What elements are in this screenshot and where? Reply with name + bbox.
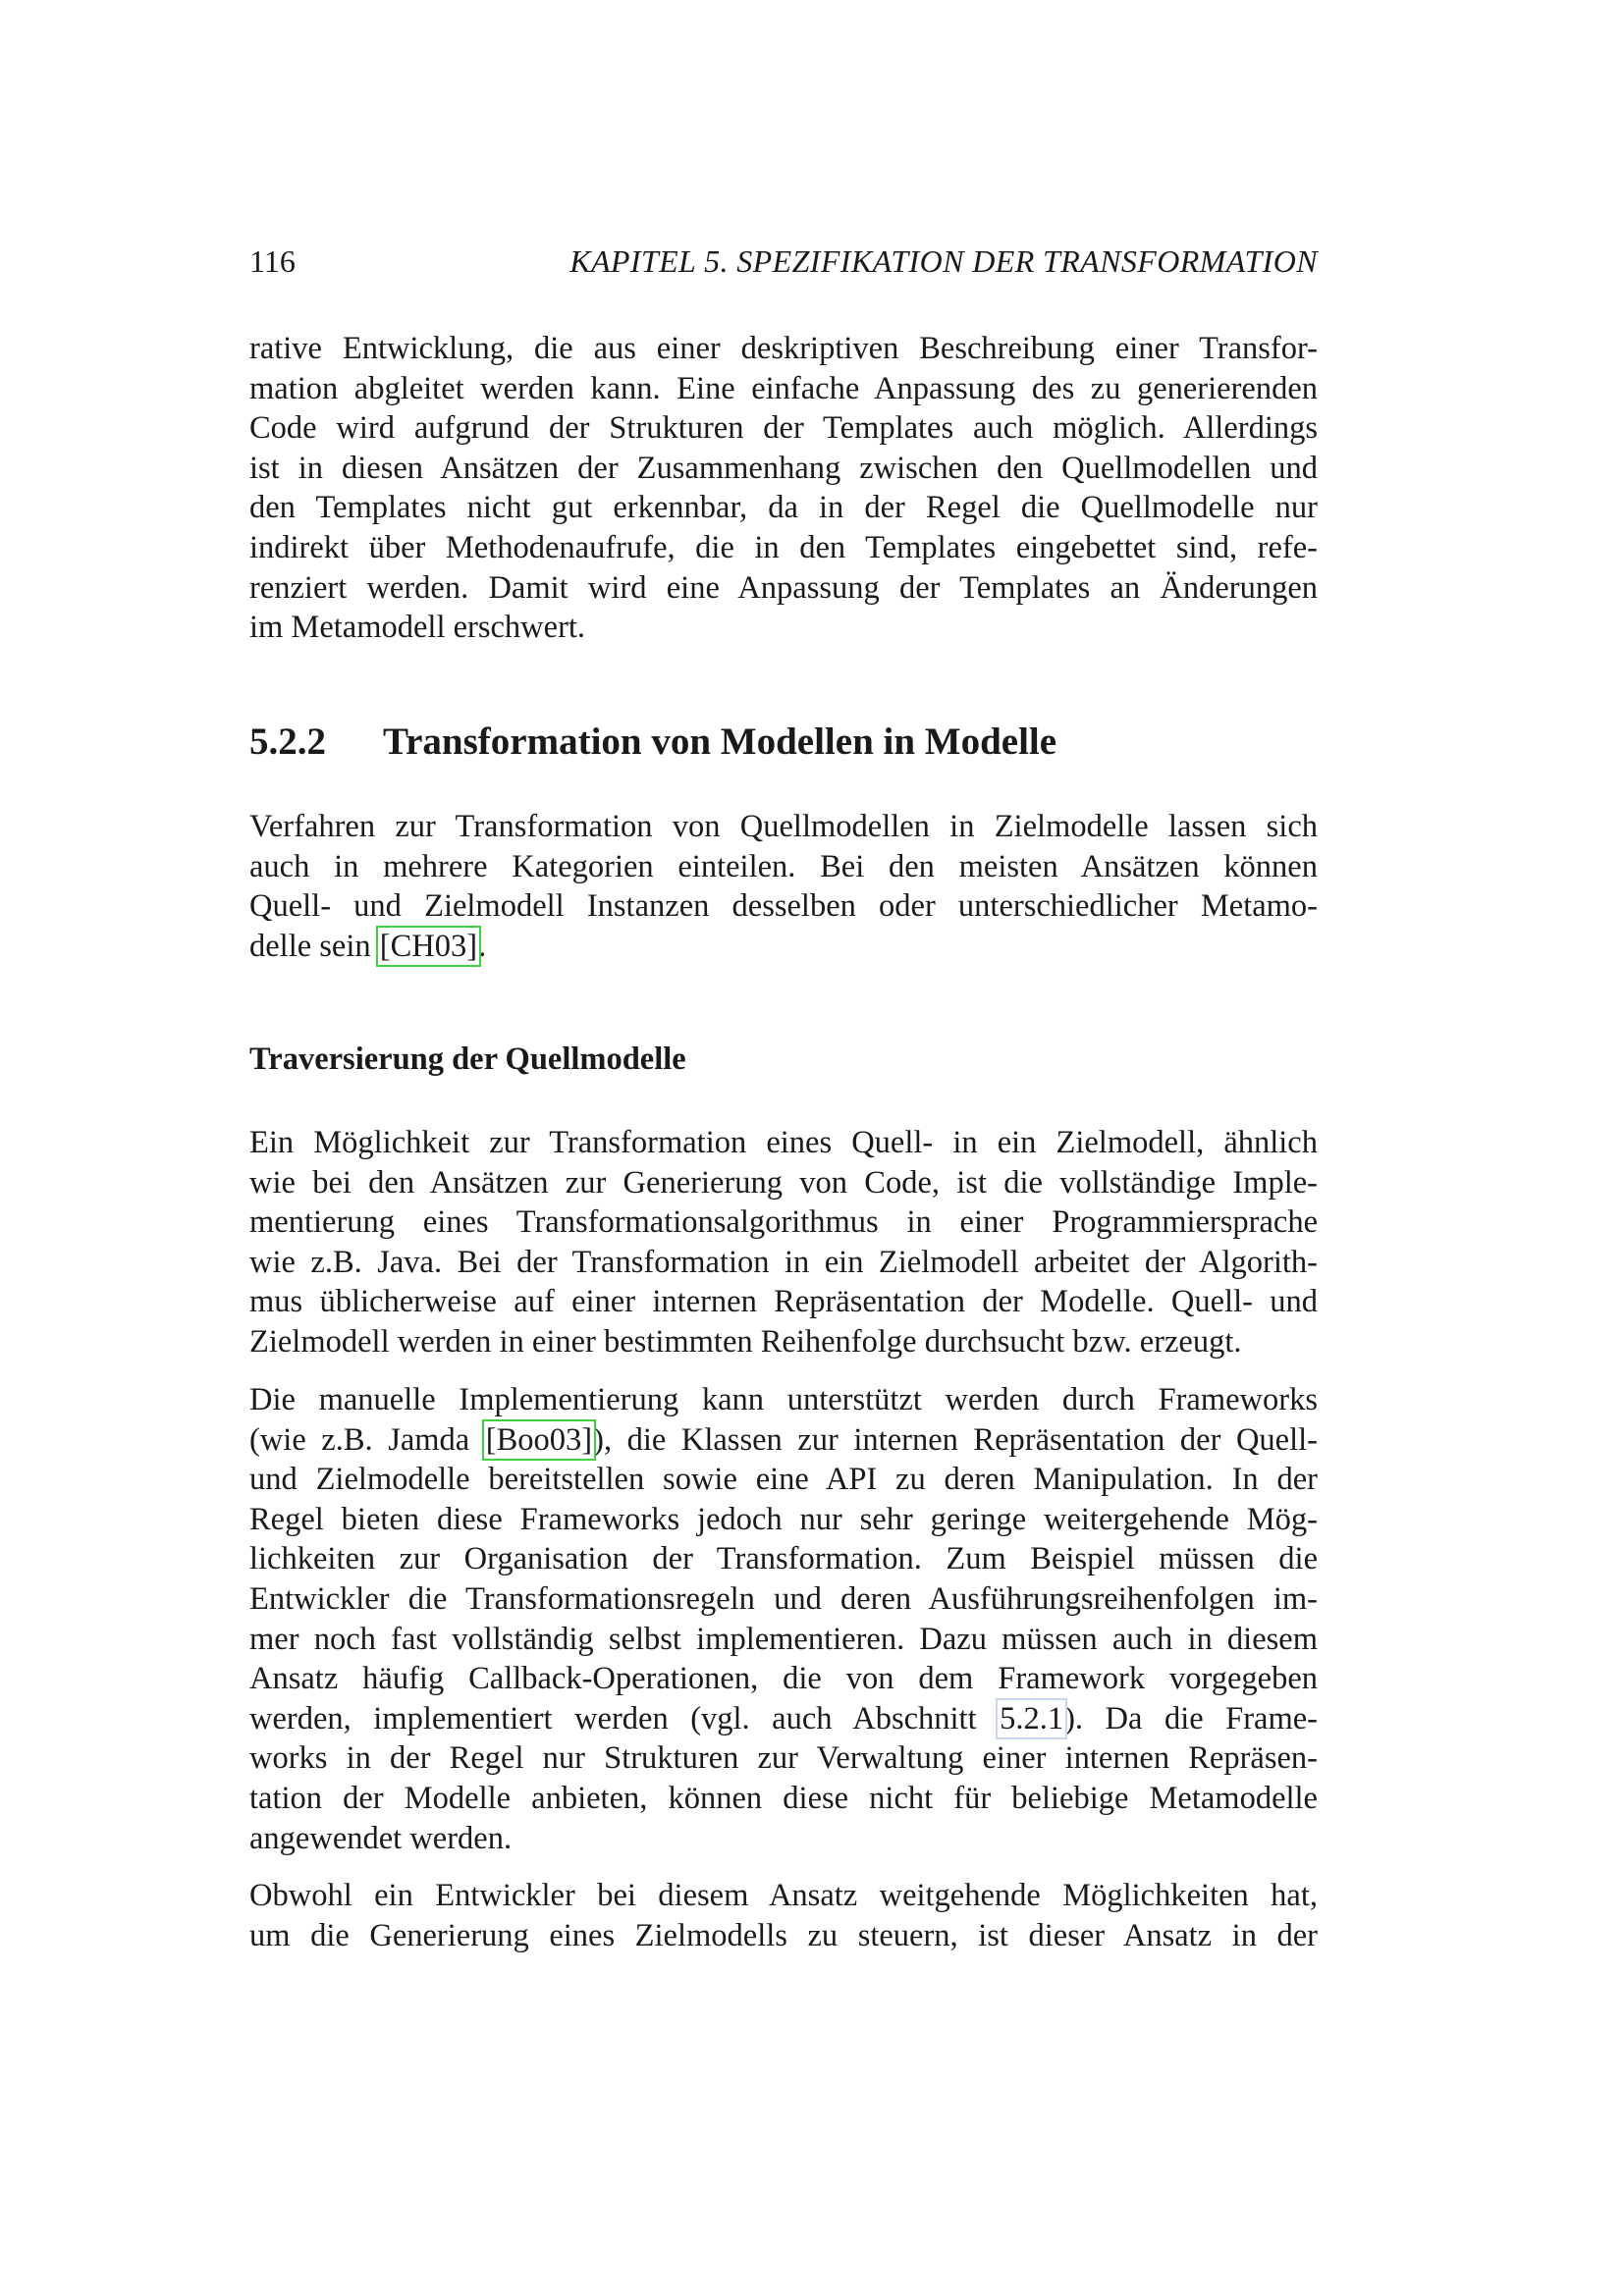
text-line: Die manuelle Implementierung kann unterstützt werden durch Frameworks — [249, 1382, 1318, 1417]
text-fragment: ), die Klassen zur internen Repräsentation der Quell- — [593, 1421, 1318, 1458]
section-title: Transformation von Modellen in Modelle — [383, 721, 1057, 763]
text-line: mentierung eines Transformationsalgorithmus in einer Programmiersprache — [249, 1204, 1318, 1241]
citation-link-boo03[interactable]: [Boo03] — [485, 1421, 593, 1458]
text-fragment: delle sein — [249, 928, 379, 964]
text-fragment: ). Da die Frame- — [1064, 1700, 1318, 1736]
text-fragment: werden, implementiert werden (vgl. auch Abschnitt — [249, 1700, 1000, 1736]
text-line: mus üblicherweise auf einer internen Repräsentation der Modelle. Quell- und — [249, 1284, 1318, 1320]
paragraph-5 — [249, 1876, 1318, 1955]
text-fragment: . — [478, 928, 487, 964]
text-line — [249, 927, 1318, 967]
text-line: ist in diesen Ansätzen der Zusammenhang zwischen den Quellmodellen und — [249, 450, 1318, 486]
text-line: im Metamodell erschwert. — [249, 610, 586, 646]
text-line: mation abgleitet werden kann. Eine einfache Anpassung des zu generierenden — [249, 370, 1318, 406]
text-line — [249, 1699, 1318, 1739]
text-line: um die Generierung eines Zielmodells zu steuern, ist dieser Ansatz in der — [249, 1917, 1318, 1953]
page-number: 116 — [249, 243, 296, 279]
text-line: Code wird aufgrund der Strukturen der Templates auch möglich. Allerdings — [249, 410, 1318, 447]
text-line: angewendet werden. — [249, 1820, 513, 1856]
paragraph-3 — [249, 1123, 1318, 1362]
text-line: mer noch fast vollständig selbst implementieren. Dazu müssen auch in diesem — [249, 1621, 1318, 1657]
chapter-title: KAPITEL 5. SPEZIFIKATION DER TRANSFORMATION — [569, 243, 1318, 279]
running-head — [249, 240, 1318, 283]
document-page — [249, 0, 1318, 2296]
text-line: und Zielmodelle bereitstellen sowie eine API zu deren Manipulation. In der — [249, 1462, 1318, 1498]
text-line: Quell- und Zielmodell Instanzen desselben oder unterschiedlicher Metamo- — [249, 888, 1318, 925]
text-line: Zielmodell werden in einer bestimmten Reihenfolge durchsucht bzw. erzeugt. — [249, 1323, 1242, 1360]
text-line: tation der Modelle anbieten, können diese nicht für beliebige Metamodelle — [249, 1780, 1318, 1816]
text-line: indirekt über Methodenaufrufe, die in den Templates eingebettet sind, refe- — [249, 529, 1318, 565]
section-heading — [249, 718, 1056, 767]
paragraph-4 — [249, 1380, 1318, 1858]
text-line: Ein Möglichkeit zur Transformation eines Quell- in ein Zielmodell, ähnlich — [249, 1125, 1318, 1160]
section-reference-link[interactable]: 5.2.1 — [1000, 1700, 1064, 1736]
text-line: Obwohl ein Entwickler bei diesem Ansatz weitgehende Möglichkeiten hat, — [249, 1878, 1318, 1913]
text-line — [249, 1420, 1318, 1461]
text-line: lichkeiten zur Organisation der Transformation. Zum Beispiel müssen die — [249, 1541, 1318, 1577]
text-line: Regel bieten diese Frameworks jedoch nur sehr geringe weitergehende Mög- — [249, 1501, 1318, 1537]
text-fragment: (wie z.B. Jamda — [249, 1421, 485, 1458]
text-line: rative Entwicklung, die aus einer deskriptiven Beschreibung einer Transfor- — [249, 331, 1318, 366]
citation-link-ch03[interactable]: [CH03] — [379, 928, 478, 964]
subsection-heading: Traversierung der Quellmodelle — [249, 1041, 686, 1077]
text-line: Ansatz häufig Callback-Operationen, die von dem Framework vorgegeben — [249, 1661, 1318, 1697]
paragraph-1 — [249, 329, 1318, 648]
text-line: Verfahren zur Transformation von Quellmodellen in Zielmodelle lassen sich — [249, 809, 1318, 844]
text-line: Entwickler die Transformationsregeln und deren Ausführungsreihenfolgen im- — [249, 1580, 1318, 1617]
section-number: 5.2.2 — [249, 721, 326, 763]
text-line: works in der Regel nur Strukturen zur Verwaltung einer internen Repräsen- — [249, 1740, 1318, 1777]
text-line: wie z.B. Java. Bei der Transformation in ein Zielmodell arbeitet der Algorith- — [249, 1244, 1318, 1280]
text-line: auch in mehrere Kategorien einteilen. Bei den meisten Ansätzen können — [249, 848, 1318, 884]
paragraph-2 — [249, 807, 1318, 966]
text-line: den Templates nicht gut erkennbar, da in der Regel die Quellmodelle nur — [249, 490, 1318, 526]
text-line: wie bei den Ansätzen zur Generierung von Code, ist die vollständige Imple- — [249, 1164, 1318, 1201]
text-line: renziert werden. Damit wird eine Anpassung der Templates an Änderungen — [249, 569, 1318, 606]
